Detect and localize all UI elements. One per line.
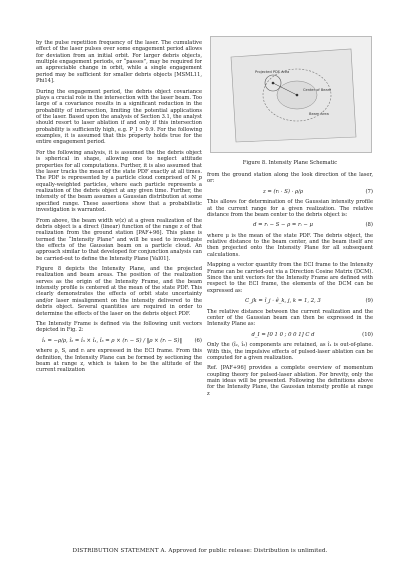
equation-body: C_jk = î_j · ê_k, j, k = 1, 2, 3 (245, 298, 321, 305)
distribution-statement: DISTRIBUTION STATEMENT A. Approved for public release: Distribution is unlimited. (72, 548, 328, 554)
paragraph: This allows for determination of the Gaussian intensity profile at the current range for a given realization. The relative distance from the beam center to the debris object is: (207, 199, 373, 218)
equation-7 (207, 189, 373, 195)
paragraph: The Intensity Frame is defined via the following unit vectors depicted in Fig. 2: (36, 321, 202, 334)
paragraph: For the following analysis, it is assumed the the debris object is spherical in shape, allowing one to neglect attitude properties for all computations. Further, it is also assumed that the laser tracks the mean of the state PDF exactly at all times. The PDF is represented by a particle cloud comprised of N_p equally-weighted particles, where each particle represents a realization of the debris object at any given time. Further, the intensity of the beam assumes a Gaussian distribution at some specified range. These assertions show that a probabilistic investigation is warranted. (36, 149, 202, 213)
paragraph: where ρ, S, and rᵢ are expressed in the ECI frame. From this definition, the Intensity Plane can be formed by sectioning the beam at range z, which is taken to be the altitude of the current realization (36, 348, 202, 374)
paragraph: From above, the beam width w(z) at a given realization of the debris object is a direct (linear) function of the range z of that realization from the ground station [PAF+96]. This plane is termed the “Intensity Plane” and will be used to investigate the effects of the Gaussian beam on a particle cloud. An approach similar to that developed for conjunction analysis can be carried-out to define the Intensity Plane [Val01]. (36, 217, 202, 262)
equation-9 (207, 298, 373, 304)
paragraph: from the ground station along the look direction of the laser, or: (207, 172, 373, 185)
equation-8 (207, 222, 373, 228)
equation-body: î₁ = −ρ/ρ, î₂ = î₃ × î₁, î₃ = ρ × (rᵢ − S) / ‖ρ × (rᵢ − S)‖ (41, 337, 183, 344)
left-column (36, 40, 202, 378)
label-beam: Beam Area (309, 112, 329, 116)
intensity-plane-diagram (211, 37, 371, 152)
equation-number: (8) (365, 222, 373, 229)
equation-body: d = rᵢ − S − ρ = rᵢ − μ (253, 222, 313, 229)
equation-number: (9) (365, 298, 373, 305)
right-column (207, 172, 373, 401)
equation-body: z = (rᵢ · S) · ρ/ρ (262, 188, 304, 195)
equation-6 (36, 338, 202, 344)
label-realization: Projected PDF Area (255, 70, 290, 74)
equation-body: d_I = [0 1 0 ; 0 0 1] C d (251, 331, 315, 338)
label-center: Center of Beam (303, 88, 332, 92)
equation-number: (6) (194, 337, 202, 344)
paragraph: Only the (î₂, î₃) components are retained, as î₁ is out-of-plane. With this, the impulsive effects of pulsed-laser ablation can be computed for a given realization. (207, 342, 373, 361)
paragraph: Figure 8 depicts the Intensity Plane, and the projected realization and beam areas. The position of the realization serves as the origin of the Intensity Frame, and the beam intensity profile is centered at the mean of the state PDF. This clearly demonstrates the effects of orbit state uncertainty and/or laser misalignment on the intensity delivered to the debris object. Several quantities are required in order to determine the effects of the laser on the debris object PDF. (36, 266, 202, 317)
intensity-plane-figure (210, 36, 372, 153)
figure-caption: Figure 8. Intensity Plane Schematic (242, 160, 338, 166)
equation-10 (207, 332, 373, 338)
paragraph: Ref. [PAF+96] provides a complete overview of momentum coupling theory for pulsed-laser ablation. For brevity, only the main ideas will be presented. Following the definitions above for the Intensity Plane, the Gaussian intensity profile at range z (207, 365, 373, 397)
paragraph: The relative distance between the current realization and the center of the Gaussian beam can then be expressed in the Intensity Plane as: (207, 308, 373, 328)
paragraph: by the pulse repetition frequency of the laser. The cumulative effect of the laser pulses over some engagement period allows for deviation from an initial orbit. For larger debris objects, multiple engagement periods, or “passes”, may be required for an appreciable change in orbit, while a single engagement period may be sufficient for smaller debris objects [MSML11, Phi14]. (36, 40, 202, 85)
paragraph: where μ is the mean of the state PDF. The debris object, the relative distance to the beam center, and the beam itself are then projected onto the Intensity Plane for all subsequent calculations. (207, 232, 373, 258)
paragraph: Mapping a vector quantity from the ECI frame to the Intensity Frame can be carried-out via a Direction Cosine Matrix (DCM). Since the unit vectors for the Intensity Frame are defined with respect to the ECI frame, the elements of the DCM can be expressed as: (207, 262, 373, 294)
paragraph: During the engagement period, the debris object covariance plays a crucial role in the intersection with the laser beam. Too large of a covariance results in a significant reduction in the probability of intersection, limiting the potential applications of the laser. Based upon the analysis of Section 3.1, the analyst should resort to laser ablation if and only if this intersection probability is sufficiently high, e.g. P_I > 0.9. For the following examples, it is assumed that this property holds true for the entire engagement period. (36, 88, 202, 146)
equation-number: (7) (365, 188, 373, 195)
equation-number: (10) (362, 331, 373, 338)
